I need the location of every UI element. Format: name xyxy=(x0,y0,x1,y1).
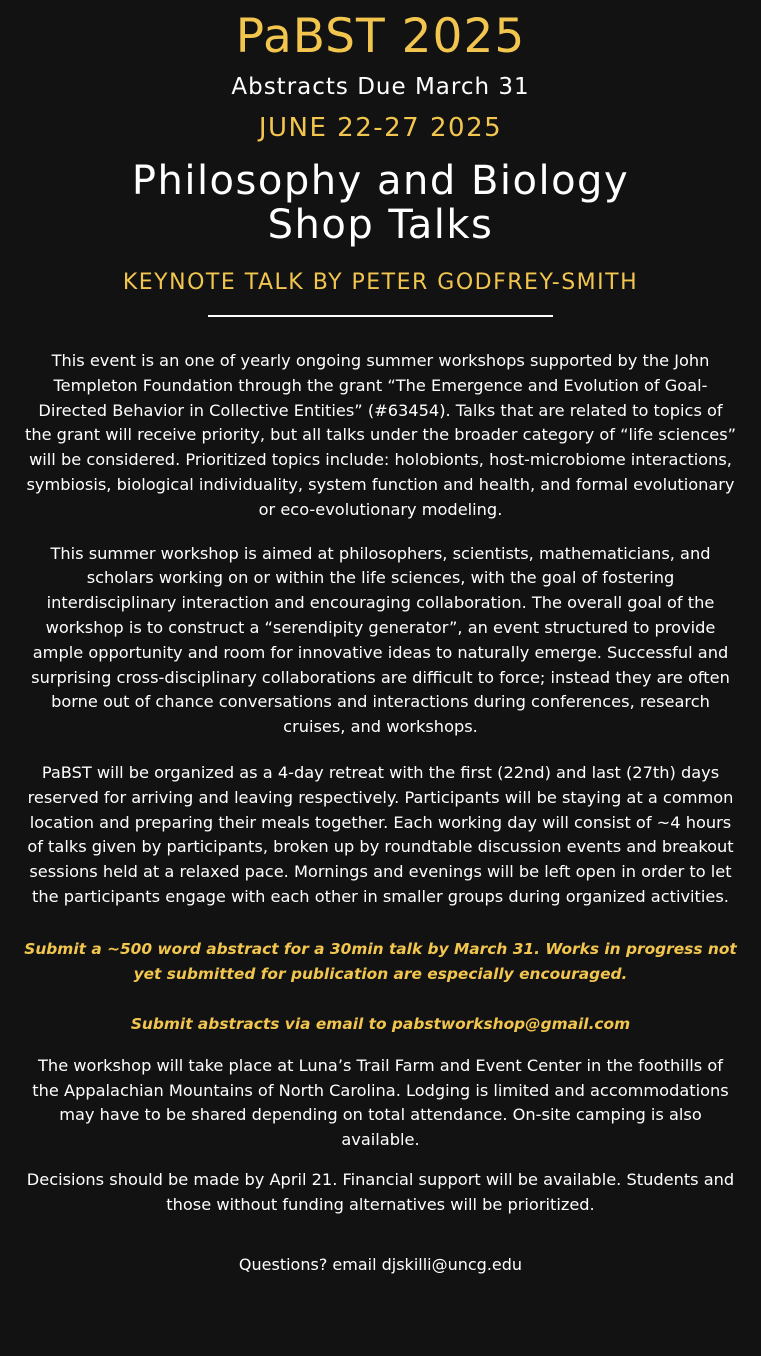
divider xyxy=(208,315,553,317)
paragraph-format: PaBST will be organized as a 4-day retreat with the first (22nd) and last (27th) days reserved for arriving and leaving respectively. Participants will be staying at a common location and preparing their meals together. Each working day will consist of ~4 hours of talks given by participants, broken up by roundtable discussion events and breakout sessions held at a relaxed pace. Mornings and evenings will be left open in order to let the participants engage with each other in smaller groups during organized activities. xyxy=(27,762,734,906)
paragraph-decisions: Decisions should be made by April 21. Financial support will be available. Students and those without funding alternatives will be prioritized. xyxy=(26,1169,735,1214)
paragraph-venue: The workshop will take place at Luna’s Trail Farm and Event Center in the foothills of the Appalachian Mountains of North Carolina. Lodging is limited and accommodations may have to be shared depending on total attendance. On-site camping is also available. xyxy=(32,1055,729,1150)
heading-line-2: Shop Talks xyxy=(267,202,494,248)
event-heading xyxy=(24,159,737,247)
submission-email: Submit abstracts via email to pabstworkshop@gmail.com xyxy=(130,1014,631,1033)
event-title: PaBST 2025 xyxy=(235,9,526,64)
paragraph-grant: This event is an one of yearly ongoing summer workshops supported by the John Templeton Foundation through the grant “The Emergence and Evolution of Goal-Directed Behavior in Collective Entities” (#63454). Talks that are related to topics of the grant will receive priority, but all talks under the broader category of “life sciences” will be considered. Prioritized topics include: holobionts, host-microbiome interactions, symbiosis, biological individuality, system function and health, and formal evolutionary or eco-evolutionary modeling. xyxy=(24,351,737,519)
event-dates: JUNE 22-27 2025 xyxy=(258,113,503,143)
questions-contact: Questions? email djskilli@uncg.edu xyxy=(238,1254,523,1274)
paragraph-aims: This summer workshop is aimed at philosophers, scientists, mathematicians, and scholars working on or within the life sciences, with the goal of fostering interdisciplinary interaction and encouraging collaboration. The overall goal of the workshop is to construct a “serendipity generator”, an event structured to provide ample opportunity and room for innovative ideas to naturally emerge. Successful and surprising cross-disciplinary collaborations are difficult to force; instead they are often borne out of chance conversations and interactions during conferences, research cruises, and workshops. xyxy=(31,543,730,737)
abstracts-due: Abstracts Due March 31 xyxy=(231,74,530,100)
submission-call: Submit a ~500 word abstract for a 30min talk by March 31. Works in progress not yet submitted for publication are especially encouraged. xyxy=(24,939,737,983)
keynote-line: KEYNOTE TALK BY PETER GODFREY-SMITH xyxy=(122,270,639,295)
heading-line-1: Philosophy and Biology xyxy=(131,158,630,204)
